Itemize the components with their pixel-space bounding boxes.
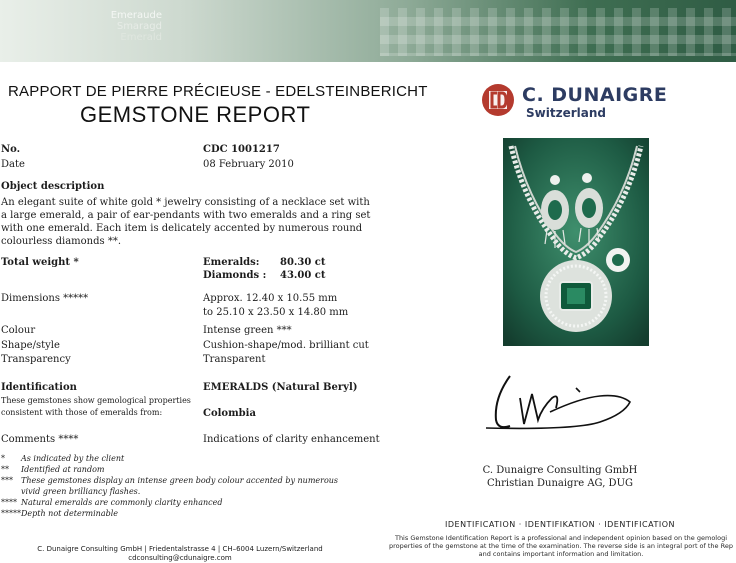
footnote-mark: * bbox=[1, 454, 5, 463]
top-banner bbox=[0, 0, 736, 62]
identification-note-2: consistent with those of emeralds from: bbox=[1, 408, 163, 417]
footnote bbox=[0, 464, 351, 475]
comments-label: Comments **** bbox=[1, 434, 79, 445]
address-line: C. Dunaigre Consulting GmbH | Friedentalstrasse 4 | CH–6004 Luzern/Switzerland bbox=[37, 545, 323, 553]
transparency-value: Transparent bbox=[203, 354, 266, 365]
signature-block bbox=[380, 464, 736, 490]
object-description: An elegant suite of white gold * jewelry consisting of a necklace set with a large emerald, a pair of ear-pendants with two emeralds and a ring set with one emerald. Each item is delicately accented by numerous round colourless diamonds **. bbox=[1, 197, 371, 247]
footnote-text: As indicated by the client bbox=[21, 454, 125, 463]
brand-name: C. DUNAIGRE bbox=[522, 84, 668, 106]
footnote-mark: ***** bbox=[1, 509, 21, 518]
date-label: Date bbox=[1, 159, 25, 170]
diamonds-weight: 43.00 ct bbox=[280, 270, 326, 281]
identification-note-1: These gemstones show gemological properties bbox=[1, 396, 191, 405]
footnote-mark: *** bbox=[1, 476, 13, 485]
object-heading: Object description bbox=[1, 181, 105, 192]
footnote-mark: **** bbox=[1, 498, 17, 507]
no-value: CDC 1001217 bbox=[203, 144, 280, 155]
emeralds-weight: 80.30 ct bbox=[280, 257, 326, 268]
shape-value: Cushion-shape/mod. brilliant cut bbox=[203, 340, 369, 351]
report-title-multilingual: RAPPORT DE PIERRE PRÉCIEUSE - EDELSTEINBERICHT bbox=[8, 83, 428, 100]
dimensions-label: Dimensions ***** bbox=[1, 293, 89, 304]
disclaimer-line: This Gemstone Identification Report is a professional and independent opinion based on the gemologi bbox=[394, 534, 728, 542]
stone-name-fr: Emeraude bbox=[110, 10, 162, 21]
footnote-text: Natural emeralds are commonly clarity enhanced bbox=[21, 498, 223, 507]
no-label: No. bbox=[1, 144, 21, 155]
comments-value: Indications of clarity enhancement bbox=[203, 434, 380, 445]
dimensions-value-1: Approx. 12.40 x 10.55 mm bbox=[203, 293, 338, 304]
footnote-text: These gemstones display an intense green body colour accented by numerous vivid green brilliancy flashes. bbox=[21, 476, 339, 496]
footnote bbox=[0, 453, 351, 464]
footnote bbox=[0, 497, 351, 508]
stone-name-en: Emerald bbox=[120, 32, 162, 43]
signature-person: Christian Dunaigre AG, DUG bbox=[487, 478, 633, 489]
diamonds-label: Diamonds : bbox=[203, 270, 267, 281]
company-address bbox=[0, 545, 360, 563]
colour-label: Colour bbox=[1, 325, 36, 336]
footnotes bbox=[0, 453, 351, 519]
jewelry-photo bbox=[503, 138, 649, 346]
footnote bbox=[0, 475, 351, 497]
identification-banner: IDENTIFICATION · IDENTIFIKATION · IDENTIFICATION bbox=[445, 520, 675, 529]
footnote-text: Depth not determinable bbox=[21, 509, 119, 518]
banner-pattern bbox=[380, 8, 736, 56]
footnote-mark: ** bbox=[1, 465, 9, 474]
dimensions-value-2: to 25.10 x 23.50 x 14.80 mm bbox=[203, 307, 349, 318]
stone-name-de: Smaragd bbox=[116, 21, 162, 32]
footnote-text: Identified at random bbox=[21, 465, 105, 474]
transparency-label: Transparency bbox=[1, 354, 71, 365]
footnote bbox=[0, 508, 351, 519]
stone-names bbox=[100, 10, 162, 43]
report-title: GEMSTONE REPORT bbox=[80, 102, 311, 127]
signature bbox=[480, 368, 650, 440]
emeralds-label: Emeralds: bbox=[203, 257, 260, 268]
shape-label: Shape/style bbox=[1, 340, 60, 351]
disclaimer-line: and contains important information and limitation. bbox=[478, 550, 644, 558]
report-disclaimer bbox=[386, 534, 736, 558]
signature-company: C. Dunaigre Consulting GmbH bbox=[482, 465, 638, 476]
identification-value: EMERALDS (Natural Beryl) bbox=[203, 382, 358, 393]
email-link[interactable]: cdconsulting@cdunaigre.com bbox=[128, 554, 232, 562]
disclaimer-line: properties of the gemstone at the time of the examination. The reverse side is an integral port of the Rep bbox=[389, 542, 733, 550]
identification-label: Identification bbox=[1, 382, 77, 393]
origin-value: Colombia bbox=[203, 408, 256, 419]
weight-label: Total weight * bbox=[1, 257, 79, 268]
colour-value: Intense green *** bbox=[203, 325, 292, 336]
cd-logo-icon bbox=[481, 83, 515, 117]
date-value: 08 February 2010 bbox=[203, 159, 294, 170]
brand-country: Switzerland bbox=[526, 106, 606, 120]
